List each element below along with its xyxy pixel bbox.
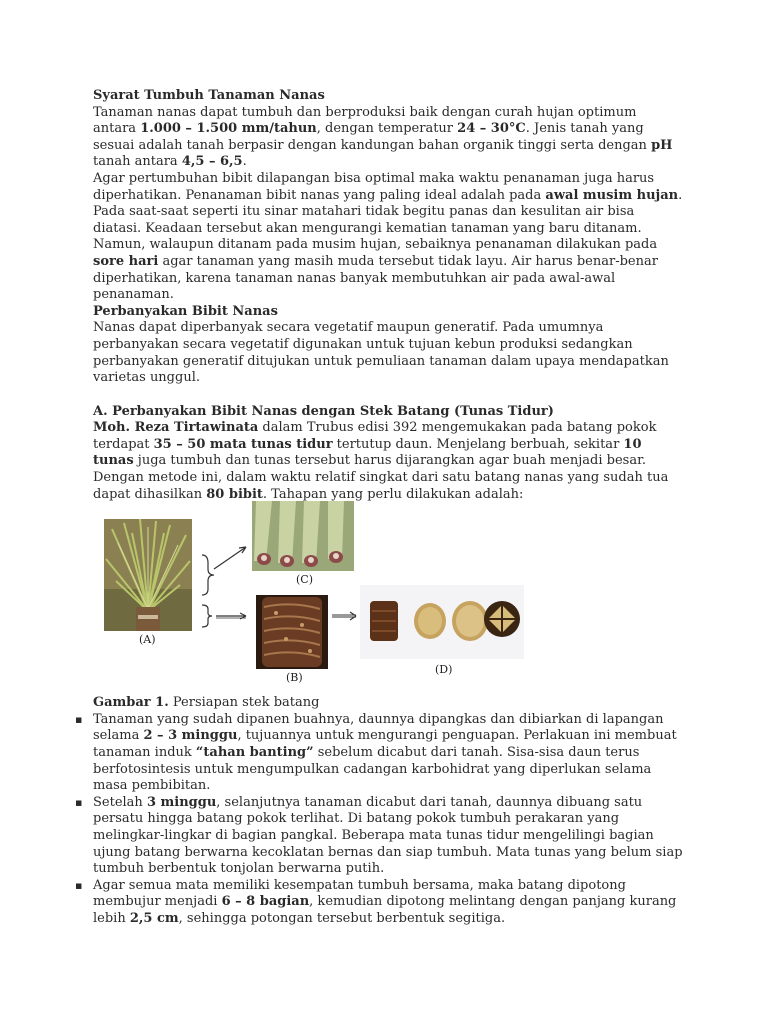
text: , dengan temperatur: [316, 121, 458, 137]
paragraph-planting-time: [93, 171, 683, 304]
stem-buds-photo: [252, 501, 354, 571]
paragraph-climate: [93, 105, 683, 171]
label-d: (D): [435, 663, 453, 677]
list-item: [75, 794, 683, 878]
text: , kemudian dipotong melintang dengan panjang kurang lebih: [93, 894, 677, 926]
bold-afternoon: sore hari: [93, 253, 159, 269]
text: .: [242, 154, 247, 170]
text: sebelum dicabut dari tanah. Sisa-sisa daun terus berfotosintesis untuk mengumpulkan cadangan karbohidrat yang diperlukan selama masa pembibitan.: [93, 745, 652, 794]
label-b: (B): [286, 671, 303, 685]
text: Agar semua mata memiliki kesempatan tumbuh bersama, maka batang dipotong membujur menjadi: [93, 877, 626, 910]
arrows-diagram: [196, 505, 256, 655]
text: juga tumbuh dan tunas tersebut harus dijarangkan agar buah menjadi besar. Dengan metode ini, dalam waktu relatif singkat dari satu batang nanas yang sudah tua dapat dihasilkan: [93, 453, 669, 502]
bold: 2 – 3 minggu: [143, 728, 238, 744]
cut-pieces-photo: [360, 585, 524, 659]
bold: “tahan banting”: [195, 745, 314, 761]
bullet-icon: ▪: [75, 795, 83, 809]
text: agar tanaman yang masih muda tersebut tidak layu. Air harus benar-benar diperhatikan, karena tanaman nanas banyak membutuhkan air pada awal-awal penanaman.: [93, 253, 658, 303]
bullet-icon: ▪: [75, 712, 83, 726]
text: , sehingga potongan tersebut berbentuk segitiga.: [178, 910, 506, 926]
text: . Jenis tanah yang sesuai adalah tanah berpasir dengan kandungan bahan organik tinggi serta dengan: [93, 121, 652, 153]
title-heading: Syarat Tumbuh Tanaman Nanas: [93, 88, 325, 103]
text: tanah antara: [93, 154, 182, 170]
stripped-stem-photo: [256, 595, 328, 669]
caption-text: Persiapan stek batang: [168, 695, 320, 711]
text: . Pada saat-saat seperti itu sinar matahari tidak begitu panas dan kesulitan air bisa diatasi. Keadaan tersebut akan mengurangi kematian tanaman yang baru ditanam. Namun, walaupun ditanam pada musim hujan, sebaiknya penanaman dilakukan pada: [93, 187, 683, 253]
section-heading-stem-cutting: A. Perbanyakan Bibit Nanas dengan Stek Batang (Tunas Tidur): [93, 403, 554, 419]
bold-author: Moh. Reza Tirtawinata: [93, 420, 259, 436]
bold-buds: 35 – 50 mata tunas tidur: [153, 436, 333, 452]
bold: 2,5 cm: [129, 910, 179, 926]
bold: 6 – 8 bagian: [221, 894, 310, 910]
text: . Tahapan yang perlu dilakukan adalah:: [262, 486, 524, 502]
bold-ph: pH: [651, 137, 673, 153]
section-heading-propagation: Perbanyakan Bibit Nanas: [93, 303, 278, 319]
bold-temperature: 24 – 30°C: [457, 121, 526, 137]
text: , selanjutnya tanaman dicabut dari tanah, daunnya dibuang satu persatu hingga batang pokok terlihat. Di batang pokok tumbuh perakaran yang melingkar-lingkar di bagian pangkal. Beberapa mata tunas tidur mengelilingi bagian ujung batang berwarna kecoklatan bernas dan siap tumbuh. Mata tunas yang belum siap tumbuh berbentuk tonjolan berwarna putih.: [93, 794, 683, 877]
text: , tujuannya untuk mengurangi penguapan. Perlakuan ini membuat tanaman induk: [93, 728, 677, 761]
bold-rain-season: awal musim hujan: [545, 187, 679, 203]
document-page: [75, 88, 683, 928]
paragraph-propagation: Nanas dapat diperbanyak secara vegetatif maupun generatif. Pada umumnya perbanyakan secara vegetatif digunakan untuk tujuan kebun produksi sedangkan perbanyakan generatif ditujukan untuk pemuliaan tanaman dalam upaya mendapatkan varietas unggul.: [93, 320, 669, 386]
spacer: [93, 387, 683, 404]
caption-label: Gambar 1.: [93, 695, 169, 711]
text: dalam Trubus edisi 392 mengemukakan pada batang pokok terdapat: [93, 420, 657, 452]
bold-seedlings: 80 bibit: [206, 486, 263, 502]
list-item: [75, 877, 683, 928]
text: tertutup daun. Menjelang berbuah, sekitar: [332, 436, 624, 452]
figure-stem-cutting: [0, 505, 768, 693]
paragraph-reza: [93, 420, 683, 503]
bold-shoots: 10 tunas: [93, 436, 642, 469]
text: Agar pertumbuhan bibit dilapangan bisa optimal maka waktu penanaman juga harus diperhatikan. Penanaman bibit nanas yang paling ideal adalah pada: [93, 170, 655, 203]
list-item: [75, 711, 683, 795]
text: Tanaman yang sudah dipanen buahnya, daunnya dipangkas dan dibiarkan di lapangan selama: [93, 711, 664, 744]
figure-caption: [93, 695, 683, 712]
text: Tanaman nanas dapat tumbuh dan berproduksi baik dengan curah hujan optimum antara: [93, 104, 637, 137]
bold-rainfall: 1.000 – 1.500 mm/tahun: [140, 121, 317, 137]
label-a: (A): [139, 633, 156, 647]
bullet-icon: ▪: [75, 878, 83, 892]
arrow-right-icon: [330, 609, 360, 623]
label-c: (C): [296, 573, 313, 587]
text: Setelah: [93, 794, 147, 810]
bold-ph-range: 4,5 – 6,5: [181, 154, 243, 170]
pineapple-plant-photo: [104, 519, 192, 631]
steps-list: [75, 711, 683, 928]
bold: 3 minggu: [146, 794, 217, 810]
